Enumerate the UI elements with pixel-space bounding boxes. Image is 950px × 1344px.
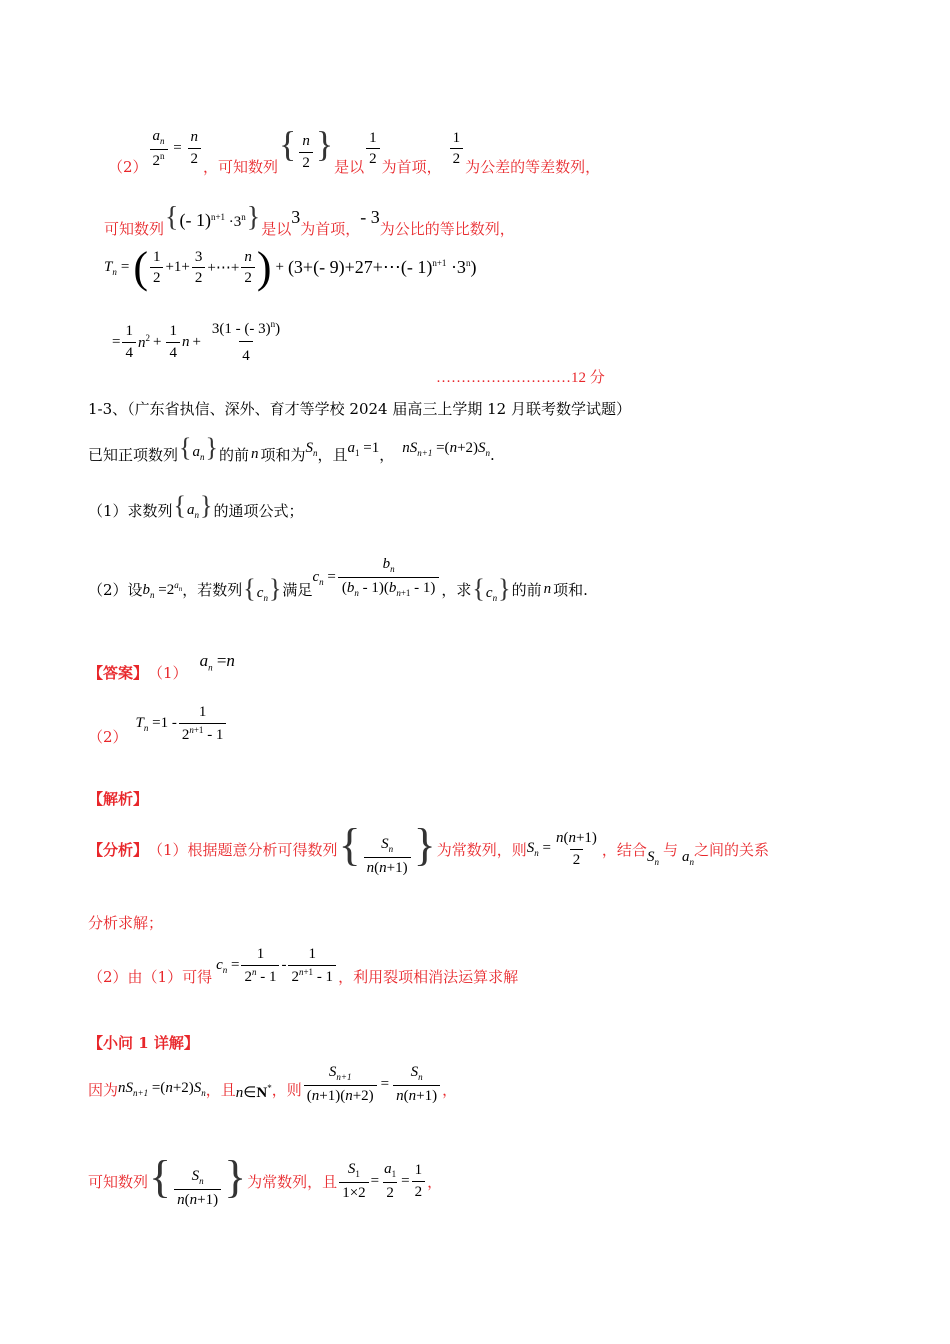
geo-ratio: - 3 [360,207,380,227]
fenxi-2: 为常数列，则 [436,840,527,859]
part2-label: （2） [108,158,148,176]
q2-f: 项和. [553,581,588,599]
stem-e: ， [379,446,395,464]
answer-tag: 【答案】 [88,664,149,682]
detail-1d: ， [442,1080,458,1099]
detail-2a: 可知数列 [88,1172,149,1191]
score-marker: ………………………12 分 [436,370,605,386]
text-common-diff: 为公差的等差数列， [465,158,601,176]
geo-text-know: 可知数列 [104,220,165,238]
fenxi-tag: 【分析】 [88,840,149,859]
seq-n-over-2: { $\frac{n}{2}$ } [279,123,334,171]
fenxi-7a: （2）由（1）可得 [88,968,213,986]
q1-tail: 的通项公式； [213,502,304,520]
detail-1b: ，且 [205,1080,236,1099]
analysis-line-1: 【分析】 （1）根据题意分析可得数列 { $\frac{S_n}{n(n+1)}$ } 为常数列，则 $S_n$ = $\frac{n(n+1)}{2}$ ，结合 $S_n$ 与 $a_n$ 之间的关系 [88,819,769,877]
answer-part2: （2） $T_n =1$ - $\frac{1}{2^{n+1} - 1}$ [88,700,228,747]
detail-2b: 为常数列，且 [247,1172,338,1191]
solution-part2-arithmetic-line [108,120,600,177]
problem-stem: 已知正项数列 $\{a_n\}$ 的前 n 项和为 $S_n$ ，且 $a_1 =1$ ， $nS_{n+1} =(n+2)S_n$ . [88,433,495,464]
fenxi-5: 之间的关系 [693,840,769,859]
q2-c: 满足 [282,581,313,599]
q2-label: （2）设 [88,581,143,599]
stem-d: ，且 [317,446,348,464]
seq-an: $\{a_n\}$ [179,433,218,462]
text-is-start: 是以 [334,158,365,176]
formula-an-over-2n: $\frac{a_n}{2^n}$ = $\frac{n}{2}$ [148,128,203,169]
detail-1a: 因为 [88,1080,119,1099]
common-diff-half: $\frac{1}{2}$ [448,130,466,168]
solution-geometric-line [104,196,515,239]
q2-b: ，若数列 [182,581,243,599]
detail-line-1: 因为 $nS_{n+1} =(n+2)S_n$ ，且 n∈N* ，则 $\frac{S_{n+1}}{(n+1)(n+2)}$ = $\frac{S_n}{n(n+1)}$ ， [88,1064,458,1104]
stem-c: 项和为 [260,446,306,464]
fenxi-3: ，结合 [601,840,647,859]
stem-b: 的前 [218,446,249,464]
question-1: （1）求数列 $\{a_n\}$ 的通项公式； [88,491,304,520]
answer-part2-label: （2） [88,728,128,746]
geo-text-is-start: 是以 [261,220,292,238]
seq-geometric: {(- $1)^{n+1} \cdot 3^n$} [165,201,261,233]
geo-text-ratio: 为公比的等比数列， [379,220,515,238]
detail-line-2: 可知数列 { $\frac{S_n}{n(n+1)}$ } 为常数列，且 $\frac{S_1}{1\times 2}$ = $\frac{a_1}{2}$ = $\frac{1}{2}$ ， [88,1151,443,1209]
question-2: （2）设 $b_n =2^{a_n}$ ，若数列 $\{c_n\}$ 满足 $c_n$ = $\frac{b_n}{(b_n - 1)(b_{n+1} - 1)}$ ，求 $\{c_n\}$ 的前 n 项和. [88,556,588,603]
answer-part1: 【答案】 （1） $a_n =n$ [88,650,235,682]
fenxi-4: 与 [662,840,678,859]
geo-first-term: 3 [291,207,301,227]
answer-part1-label: （1） [148,664,188,682]
formula-tn-sum: $T_n$ = ( $\frac{1}{2}$ +1+ $\frac{3}{2}$ +⋯+ $\frac{n}{2}$ ) + (3+(- 9)+27+⋯(- $1)^{n+1} \cdot 3^n$) [104,243,477,292]
stem-a: 已知正项数列 [88,446,179,464]
detail-1c: ，则 [271,1080,302,1099]
fenxi-1: （1）根据题意分析可得数列 [148,840,338,859]
analysis-tag: 【解析】 [88,790,149,808]
analysis-line-3: （2）由（1）可得 $c_n$ = $\frac{1}{2^n - 1}$ - $\frac{1}{2^{n+1} - 1}$ ，利用裂项相消法运算求解 [88,946,519,986]
geo-text-first-term: 为首项， [300,220,361,238]
problem-source: 1-3、（广东省执信、深外、育才等学校 2024 届高三上学期 12 月联考数学试题） [88,400,631,418]
detail-tag: 【小问 1 详解】 [88,1034,199,1052]
stem-end: . [490,445,495,464]
text-know: ，可知数列 [203,158,279,176]
formula-tn-result: = $\frac{1}{4}$ $n^2$ + $\frac{1}{4}$ n + $\frac{3(1 - (- 3)^n)}{4}$ [112,319,281,364]
analysis-line-2: 分析求解； [88,914,164,932]
text-first-term: 为首项， [381,158,442,176]
q1-label: （1）求数列 [88,502,173,520]
fenxi-7b: ，利用裂项相消法运算求解 [338,968,519,986]
q2-e: 的前 [511,581,542,599]
detail-2c: ， [427,1172,443,1191]
q2-d: ，求 [441,581,472,599]
first-term-half: $\frac{1}{2}$ [364,130,382,168]
